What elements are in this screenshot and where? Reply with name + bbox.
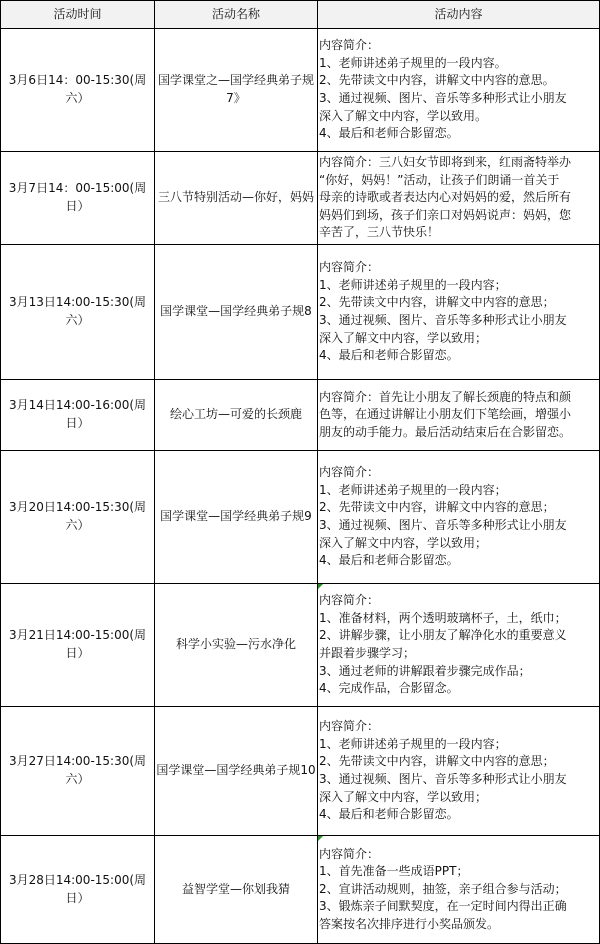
activity-content — [318, 245, 600, 380]
activity-name: 绘心工坊—可爱的长颈鹿 — [155, 380, 318, 451]
activity-name: 国学课堂—国学经典弟子规8 — [155, 245, 318, 380]
content-line: 2、讲解步骤，让小朋友了解净化水的重要意义 — [319, 628, 567, 643]
activity-name: 三八节特别活动—你好，妈妈 — [155, 152, 318, 245]
content-line: 4、完成作品，合影留念。 — [319, 681, 459, 696]
table-row — [1, 245, 600, 380]
content-line: 3、通过视频、图片、音乐等多种形式让小朋友 — [319, 313, 567, 327]
content-line: 2、先带读文中内容，讲解文中内容的意思。 — [319, 73, 555, 88]
content-line: 3、通过老师的讲解跟着步骤完成作品； — [319, 663, 531, 678]
activity-time: 3月27日14:00-15:30(周六） — [1, 707, 155, 836]
table-row — [1, 451, 600, 584]
cell-comment-marker — [318, 836, 323, 841]
activity-time: 3月13日14:00-15:30(周六） — [1, 245, 155, 380]
table-row — [1, 584, 600, 707]
content-line: 内容简介： — [319, 38, 380, 53]
content-line: 深入了解文中内容，学以致用； — [319, 330, 488, 345]
content-line: 1、老师讲述弟子规里的一段内容； — [319, 277, 507, 292]
header-name: 活动名称 — [155, 1, 318, 29]
activity-time: 3月21日14:00-15:00(周日） — [1, 584, 155, 707]
content-line: 2、先带读文中内容，讲解文中内容的意思； — [319, 500, 555, 515]
header-row — [1, 1, 600, 29]
activity-content — [318, 29, 600, 152]
activity-content — [318, 584, 600, 707]
table-row — [1, 836, 600, 944]
content-line: 母亲的诗歌或者表达内心对妈妈的爱，然后所有 — [319, 190, 572, 205]
activity-name: 国学课堂—国学经典弟子规10 — [155, 707, 318, 836]
content-line: 3、通过视频、图片、音乐等多种形式让小朋友 — [319, 91, 567, 105]
activity-content — [318, 707, 600, 836]
content-line: 2、先带读文中内容，讲解文中内容的意思； — [319, 754, 555, 769]
content-line: 内容简介：三八妇女节即将到来，红雨斋特举办 — [319, 155, 572, 170]
content-line: 1、老师讲述弟子规里的一段内容。 — [319, 55, 507, 70]
content-line: 1、准备材料，两个透明玻璃杯子，土，纸巾； — [319, 610, 567, 625]
activity-name: 国学课堂—国学经典弟子规9 — [155, 451, 318, 584]
activity-time: 3月14日14:00-16:00(周日） — [1, 380, 155, 451]
content-line: 1、首先准备一些成语PPT； — [319, 864, 469, 879]
content-line: 1、老师讲述弟子规里的一段内容； — [319, 482, 507, 497]
content-line: 4、最后和老师合影留恋。 — [319, 126, 459, 141]
content-line: 深入了解文中内容，学以致用； — [319, 535, 488, 550]
content-line: 4、最后和老师合影留恋。 — [319, 553, 459, 568]
content-line: 深入了解文中内容，学以致用。 — [319, 108, 488, 123]
content-line: 色等，在通过讲解让小朋友们下笔绘画，增强小 — [319, 407, 572, 422]
content-line: 内容简介： — [319, 260, 380, 275]
header-time: 活动时间 — [1, 1, 155, 29]
content-line: 答案按名次排序进行小奖品颁发。 — [319, 916, 500, 931]
content-line: 深入了解文中内容，学以致用； — [319, 789, 488, 804]
header-content: 活动内容 — [318, 1, 600, 29]
content-line: 2、宣讲活动规则，抽签，亲子组合参与活动； — [319, 881, 567, 896]
content-line: 内容简介： — [319, 846, 380, 861]
activity-name: 益智学堂—你划我猜 — [155, 836, 318, 944]
activity-time: 3月6日14：00-15:30(周六） — [1, 29, 155, 152]
activity-time: 3月28日14:00-15:00(周日） — [1, 836, 155, 944]
content-line: 内容简介： — [319, 593, 380, 608]
table-row — [1, 152, 600, 245]
activity-content — [318, 152, 600, 245]
activity-content — [318, 836, 600, 944]
content-line: 3、通过视频、图片、音乐等多种形式让小朋友 — [319, 772, 567, 786]
cell-comment-marker — [318, 584, 323, 589]
content-line: 4、最后和老师合影留恋。 — [319, 348, 459, 363]
content-line: 朋友的动手能力。最后活动结束后在合影留恋。 — [319, 424, 572, 439]
content-line: 妈妈们到场，孩子们亲口对妈妈说声：妈妈，您 — [319, 207, 572, 222]
content-line: 3、通过视频、图片、音乐等多种形式让小朋友 — [319, 518, 567, 532]
content-line: 内容简介：首先让小朋友了解长颈鹿的特点和颜 — [319, 389, 572, 404]
content-line: 内容简介： — [319, 465, 380, 480]
activity-content — [318, 451, 600, 584]
content-line: 4、最后和老师合影留恋。 — [319, 807, 459, 822]
table-row — [1, 380, 600, 451]
content-line: 1、老师讲述弟子规里的一段内容； — [319, 736, 507, 751]
content-line: 2、先带读文中内容，讲解文中内容的意思； — [319, 295, 555, 310]
activity-time: 3月7日14：00-15:00(周日） — [1, 152, 155, 245]
activity-time: 3月20日14:00-15:30(周六） — [1, 451, 155, 584]
content-line: 3、锻炼亲子间默契度，在一定时间内得出正确 — [319, 899, 567, 914]
activity-content — [318, 380, 600, 451]
content-line: 内容简介： — [319, 719, 380, 734]
content-line: “你好，妈妈！”活动，让孩子们朗诵一首关于 — [319, 172, 560, 187]
content-line: 并跟着步骤学习； — [319, 646, 416, 660]
content-line: 辛苦了，三八节快乐！ — [319, 225, 440, 240]
table-row — [1, 29, 600, 152]
activity-name: 科学小实验—污水净化 — [155, 584, 318, 707]
activity-name: 国学课堂之—国学经典弟子规7》 — [155, 29, 318, 152]
table-row — [1, 707, 600, 836]
